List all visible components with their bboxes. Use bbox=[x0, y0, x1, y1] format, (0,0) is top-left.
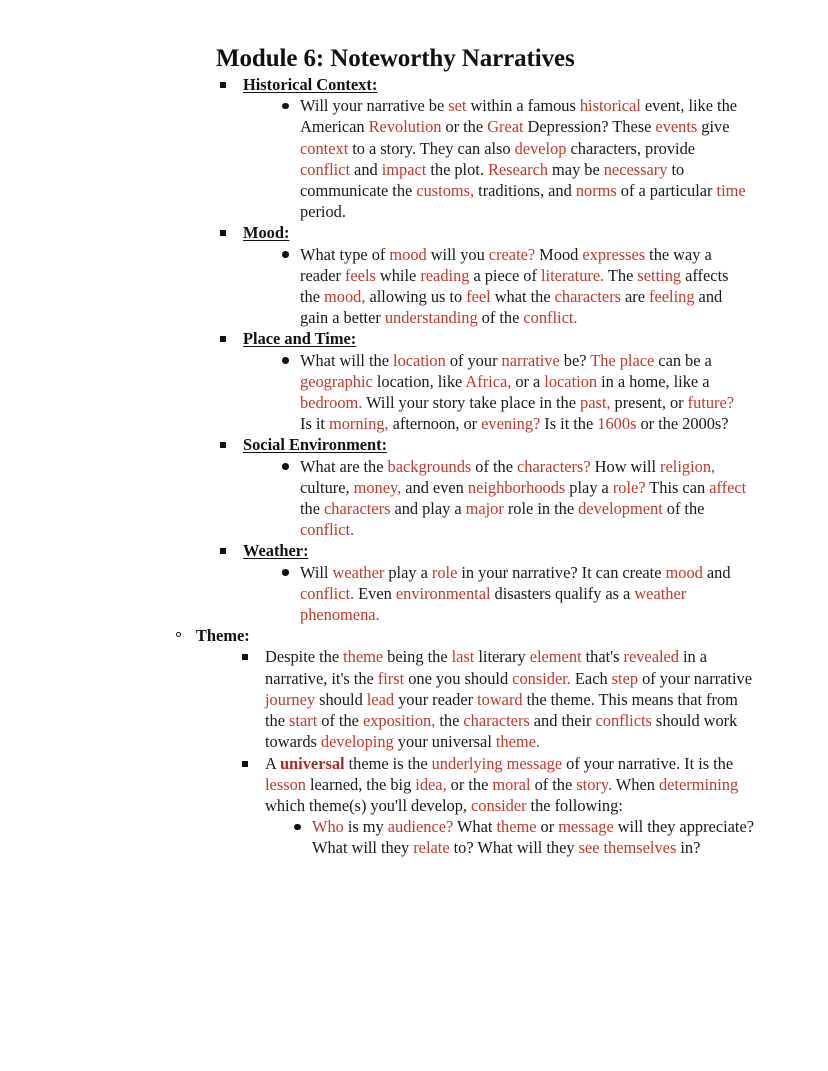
body-text: and even bbox=[401, 477, 468, 497]
theme-question-text: or bbox=[536, 817, 559, 837]
body-text: or the bbox=[441, 117, 488, 137]
body-highlight: religion, bbox=[660, 456, 716, 476]
list-item bbox=[242, 646, 828, 752]
outline-section bbox=[220, 434, 828, 540]
body-highlight: mood, bbox=[324, 287, 366, 307]
body-highlight: future? bbox=[687, 393, 735, 413]
theme-paragraph-1-highlight: characters bbox=[463, 711, 530, 731]
body-text: in a home, like a bbox=[597, 371, 710, 391]
body-highlight: Great bbox=[487, 117, 524, 137]
body-highlight: affect bbox=[709, 477, 747, 497]
body-text: Is it bbox=[300, 414, 329, 434]
body-text: are bbox=[621, 287, 650, 307]
body-highlight: mood bbox=[665, 562, 703, 582]
body-highlight: Africa, bbox=[465, 371, 512, 391]
body-text: traditions, and bbox=[474, 181, 576, 201]
theme-paragraph-2-highlight: consider bbox=[471, 795, 527, 815]
theme-paragraph-1-highlight: revealed bbox=[623, 647, 679, 667]
body-highlight: feeling bbox=[649, 287, 695, 307]
body-highlight: conflict. bbox=[300, 520, 355, 540]
theme-paragraph-1-text: in a narrative, it's the bbox=[265, 647, 708, 688]
body-highlight: bedroom. bbox=[300, 393, 363, 413]
body-highlight: characters bbox=[324, 499, 391, 519]
body-text: Will bbox=[300, 562, 333, 582]
theme-paragraph-2 bbox=[265, 753, 755, 817]
body-text: of the bbox=[477, 308, 524, 328]
section-heading: Place and Time: bbox=[243, 329, 357, 349]
body-highlight: environmental bbox=[395, 583, 491, 603]
theme-paragraph-1-text: your reader bbox=[394, 689, 478, 709]
body-text: or a bbox=[511, 371, 545, 391]
body-highlight: characters? bbox=[516, 456, 591, 476]
body-text: play a bbox=[384, 562, 432, 582]
theme-paragraph-2-text: the following: bbox=[526, 795, 623, 815]
theme-question-text: to? What will they bbox=[449, 838, 579, 858]
body-text: while bbox=[375, 265, 421, 285]
theme-paragraph-1-highlight: consider. bbox=[512, 668, 571, 688]
body-highlight: geographic bbox=[300, 371, 373, 391]
body-highlight: location bbox=[393, 350, 446, 370]
body-highlight: time bbox=[716, 181, 746, 201]
body-text: give bbox=[697, 117, 730, 137]
theme-question-highlight: theme bbox=[496, 817, 537, 837]
theme-question-highlight: see themselves bbox=[578, 838, 677, 858]
body-text: afternoon, or bbox=[388, 414, 482, 434]
body-highlight: necessary bbox=[603, 159, 668, 179]
body-text: of your bbox=[445, 350, 502, 370]
theme-question-highlight: message bbox=[558, 817, 614, 837]
body-highlight: feel bbox=[466, 287, 491, 307]
theme-paragraph-1-text: of the bbox=[317, 711, 363, 731]
theme-paragraph-1-highlight: start bbox=[289, 711, 318, 731]
theme-paragraph-1-highlight: lead bbox=[366, 689, 395, 709]
body-text: Will your story take place in the bbox=[362, 393, 581, 413]
body-highlight: setting bbox=[637, 265, 682, 285]
body-highlight: role? bbox=[612, 477, 646, 497]
body-text: and bbox=[702, 562, 731, 582]
theme-paragraph-2-text: which theme(s) you'll develop, bbox=[265, 795, 472, 815]
list-item bbox=[280, 350, 828, 435]
body-text: can be a bbox=[654, 350, 712, 370]
body-text: be? bbox=[559, 350, 591, 370]
theme-paragraph-1-text: being the bbox=[383, 647, 452, 667]
theme-paragraph-1-text: and their bbox=[529, 711, 596, 731]
section-body bbox=[300, 350, 748, 435]
section-heading: Mood: bbox=[243, 223, 290, 243]
body-text: culture, bbox=[300, 477, 354, 497]
theme-outline-list bbox=[0, 625, 828, 858]
outline-section bbox=[220, 540, 828, 625]
section-detail-list bbox=[243, 456, 828, 541]
body-highlight: backgrounds bbox=[387, 456, 472, 476]
body-text: of the bbox=[662, 499, 705, 519]
section-body bbox=[300, 95, 748, 222]
body-text: the bbox=[300, 499, 325, 519]
body-text: in your narrative? It can create bbox=[457, 562, 666, 582]
body-highlight: location bbox=[544, 371, 598, 391]
body-text: Is it the bbox=[540, 414, 598, 434]
body-text: what the bbox=[490, 287, 555, 307]
body-highlight: create? bbox=[488, 244, 536, 264]
theme-paragraph-2-highlight: universal bbox=[279, 753, 345, 773]
body-highlight: neighborhoods bbox=[467, 477, 566, 497]
theme-paragraph-1-text: your universal bbox=[393, 732, 496, 752]
body-text: What will the bbox=[300, 350, 394, 370]
theme-heading: Theme: bbox=[196, 626, 250, 646]
body-text: a piece of bbox=[469, 265, 541, 285]
body-highlight: norms bbox=[575, 181, 617, 201]
theme-question-list bbox=[265, 816, 828, 858]
outline-section bbox=[220, 74, 828, 222]
theme-question-highlight: Who bbox=[312, 817, 344, 837]
theme-paragraph-1-text: one you should bbox=[404, 668, 513, 688]
theme-paragraph-2-text: theme is the bbox=[344, 753, 432, 773]
body-highlight: evening? bbox=[481, 414, 541, 434]
theme-paragraph-1-highlight: toward bbox=[477, 689, 523, 709]
theme-paragraph-2-text: of the bbox=[530, 774, 577, 794]
body-highlight: morning, bbox=[328, 414, 389, 434]
theme-paragraph-1-text: should bbox=[315, 689, 367, 709]
theme-paragraph-1-text: Despite the bbox=[265, 647, 344, 667]
theme-paragraph-1-highlight: journey bbox=[265, 689, 316, 709]
theme-question-text: in? bbox=[676, 838, 701, 858]
theme-paragraph-1-text: Each bbox=[570, 668, 612, 688]
body-text: affects the bbox=[300, 265, 729, 307]
body-highlight: set bbox=[448, 96, 467, 116]
theme-question-text: What bbox=[453, 817, 497, 837]
theme-paragraph-1-highlight: developing bbox=[320, 732, 394, 752]
body-highlight: context bbox=[300, 138, 349, 158]
theme-paragraph-1 bbox=[265, 646, 755, 752]
body-highlight: development bbox=[578, 499, 663, 519]
body-highlight: money, bbox=[353, 477, 402, 497]
theme-paragraph-1-text: literary bbox=[474, 647, 530, 667]
body-text: role in the bbox=[503, 499, 579, 519]
body-text: to communicate the bbox=[300, 159, 685, 201]
page-title: Module 6: Noteworthy Narratives bbox=[216, 45, 575, 72]
body-text: the way a reader bbox=[300, 244, 712, 285]
theme-question-highlight: relate bbox=[413, 838, 450, 858]
body-text: period. bbox=[300, 202, 346, 222]
body-highlight: 1600s bbox=[597, 414, 637, 434]
body-highlight: mood bbox=[389, 244, 427, 264]
body-text: present, or bbox=[610, 393, 688, 413]
theme-paragraph-1-highlight: step bbox=[611, 668, 639, 688]
body-highlight: conflict. bbox=[300, 583, 355, 603]
theme-paragraph-1-text: the bbox=[435, 711, 464, 731]
theme-paragraph-1-highlight: first bbox=[377, 668, 405, 688]
body-text: the plot. bbox=[426, 159, 488, 179]
theme-question-text: will they appreciate? What will they bbox=[312, 817, 755, 858]
section-body bbox=[300, 244, 748, 329]
section-body bbox=[300, 562, 748, 626]
body-text: may be bbox=[548, 159, 604, 179]
body-text: of the bbox=[471, 456, 517, 476]
body-text: play a bbox=[565, 477, 613, 497]
theme-paragraph-1-highlight: conflicts bbox=[595, 711, 652, 731]
body-text: disasters qualify as a bbox=[490, 583, 635, 603]
body-text: event, like the American bbox=[300, 96, 738, 137]
body-text: within a famous bbox=[466, 96, 580, 116]
body-text: will you bbox=[426, 244, 489, 264]
theme-paragraph-2-highlight: story. bbox=[576, 774, 613, 794]
theme-paragraph-1-text: of your narrative bbox=[638, 668, 753, 688]
body-highlight: expresses bbox=[582, 244, 646, 264]
section-heading: Historical Context: bbox=[243, 75, 378, 94]
body-highlight: conflict bbox=[300, 159, 351, 179]
section-heading: Weather: bbox=[243, 541, 309, 561]
theme-detail-list bbox=[196, 646, 828, 858]
body-text: Depression? These bbox=[523, 117, 656, 137]
body-text: Will your narrative be bbox=[300, 96, 449, 116]
section-body bbox=[300, 456, 748, 541]
body-text: and bbox=[350, 159, 382, 179]
body-text: How will bbox=[590, 456, 661, 476]
theme-paragraph-2-text: or the bbox=[446, 774, 493, 794]
list-item bbox=[280, 456, 828, 541]
body-text: of a particular bbox=[616, 181, 717, 201]
theme-question bbox=[312, 816, 760, 858]
theme-paragraph-2-text: learned, the big bbox=[305, 774, 416, 794]
body-text: and play a bbox=[390, 499, 466, 519]
body-highlight: Revolution bbox=[368, 117, 442, 137]
theme-paragraph-1-highlight: element bbox=[529, 647, 582, 667]
section-detail-list bbox=[243, 244, 828, 329]
theme-section bbox=[176, 625, 828, 858]
section-heading: Social Environment: bbox=[243, 435, 388, 455]
body-highlight: events bbox=[655, 117, 698, 137]
theme-paragraph-1-highlight: exposition, bbox=[362, 711, 436, 731]
theme-paragraph-2-text: of your narrative. It is the bbox=[562, 753, 734, 773]
body-highlight: major bbox=[465, 499, 504, 519]
body-text: to a story. They can also bbox=[348, 138, 515, 158]
theme-paragraph-1-highlight: theme. bbox=[495, 732, 541, 752]
body-highlight: Research bbox=[487, 159, 549, 179]
list-item bbox=[280, 562, 828, 626]
body-highlight: characters bbox=[554, 287, 622, 307]
body-text: What are the bbox=[300, 456, 388, 476]
outline-section bbox=[220, 222, 828, 328]
theme-paragraph-2-highlight: underlying message bbox=[431, 753, 563, 773]
list-item bbox=[292, 816, 828, 858]
theme-paragraph-2-highlight: idea, bbox=[415, 774, 447, 794]
body-text: and gain a better bbox=[300, 287, 723, 328]
body-text: What type of bbox=[300, 244, 390, 264]
theme-paragraph-1-text: should work towards bbox=[265, 711, 738, 752]
theme-paragraph-1-text: that's bbox=[581, 647, 624, 667]
list-item bbox=[280, 244, 828, 329]
body-highlight: weather phenomena. bbox=[300, 583, 687, 625]
body-highlight: reading bbox=[420, 265, 470, 285]
body-highlight: feels bbox=[344, 265, 376, 285]
body-highlight: weather bbox=[332, 562, 385, 582]
body-highlight: understanding bbox=[384, 308, 478, 328]
theme-question-text: is my bbox=[343, 817, 388, 837]
theme-paragraph-2-text: A bbox=[265, 753, 280, 773]
body-highlight: past, bbox=[580, 393, 611, 413]
body-text: or the 2000s? bbox=[636, 414, 729, 434]
theme-paragraph-1-highlight: theme bbox=[343, 647, 384, 667]
section-detail-list bbox=[243, 562, 828, 626]
theme-paragraph-1-highlight: last bbox=[451, 647, 475, 667]
body-highlight: customs, bbox=[416, 181, 475, 201]
body-highlight: historical bbox=[579, 96, 641, 116]
body-text: The bbox=[604, 265, 638, 285]
outline-section bbox=[220, 328, 828, 434]
body-text: Mood bbox=[535, 244, 583, 264]
body-highlight: The place bbox=[590, 350, 655, 370]
theme-paragraph-2-highlight: moral bbox=[492, 774, 531, 794]
body-text: allowing us to bbox=[365, 287, 467, 307]
body-highlight: narrative bbox=[501, 350, 560, 370]
theme-paragraph-2-highlight: lesson bbox=[265, 774, 306, 794]
body-highlight: role bbox=[431, 562, 458, 582]
list-item bbox=[242, 753, 828, 859]
list-item bbox=[280, 95, 828, 222]
theme-paragraph-2-highlight: determining bbox=[658, 774, 739, 794]
body-text: location, like bbox=[372, 371, 466, 391]
body-text: This can bbox=[645, 477, 710, 497]
body-text: Even bbox=[354, 583, 396, 603]
body-highlight: impact bbox=[381, 159, 427, 179]
main-outline-list bbox=[0, 74, 828, 625]
theme-paragraph-2-text: When bbox=[612, 774, 659, 794]
body-highlight: conflict. bbox=[523, 308, 578, 328]
theme-paragraph-1-text: the theme. This means that from the bbox=[265, 689, 738, 731]
section-detail-list bbox=[243, 95, 828, 222]
body-highlight: develop bbox=[514, 138, 567, 158]
body-text: characters, provide bbox=[566, 138, 696, 158]
theme-question-highlight: audience? bbox=[387, 817, 454, 837]
section-detail-list bbox=[243, 350, 828, 435]
body-highlight: literature. bbox=[540, 265, 605, 285]
